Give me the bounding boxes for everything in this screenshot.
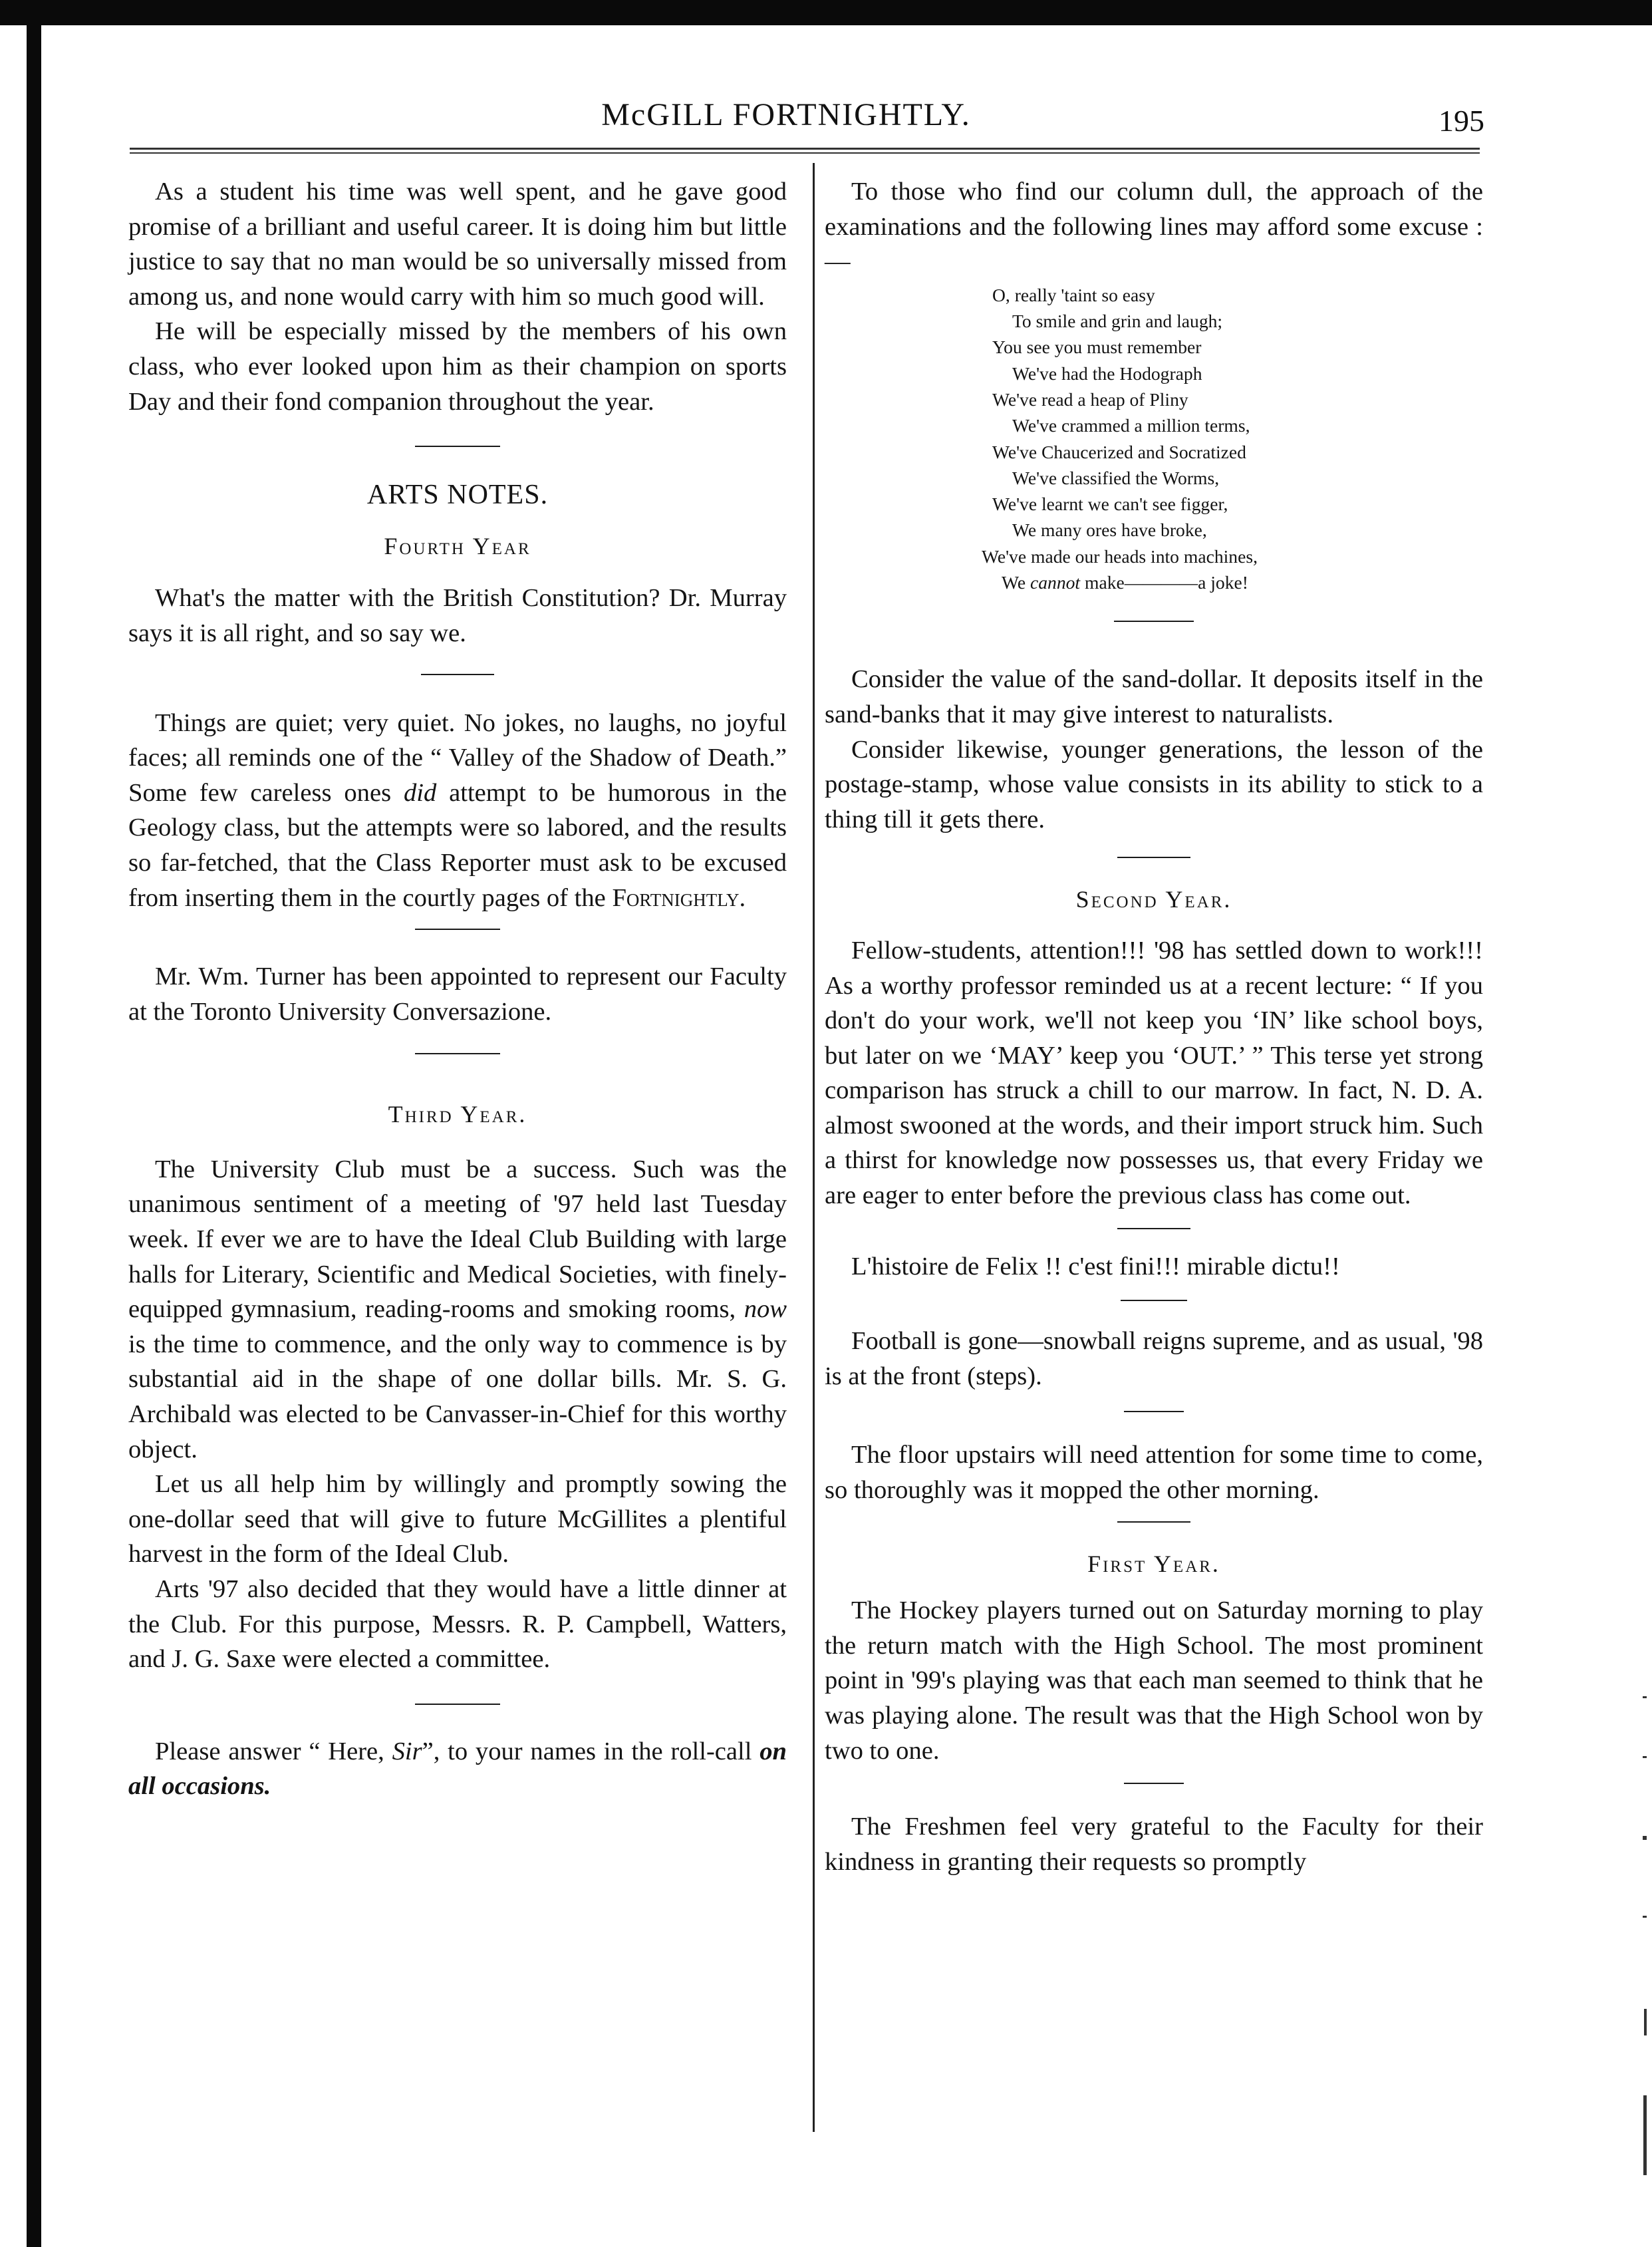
section-separator (1117, 1521, 1190, 1523)
edge-mark (1643, 2095, 1647, 2175)
verse-line: We've had the Hodograph (1012, 363, 1202, 384)
page-top-edge-bar (0, 0, 1652, 25)
paragraph-column-dull: To those who find our column dull, the approach of the examinations and the following lines may afford some excuse :— (825, 178, 1483, 276)
edge-mark (1644, 2009, 1647, 2035)
verse-line: To smile and grin and laugh; (1012, 311, 1223, 332)
edge-mark (1643, 1916, 1647, 1918)
text-fortnightly: Fortnightly. (612, 883, 746, 912)
text-run: The University Club must be a success. Such was the unanimous sentiment of a meeting of '97 held last Tuesday week. If ever we are to have the Ideal Club Building with large halls for Literary, Scientific and Medical Societies, with finely-equipped gymnasium, reading-rooms and smoking rooms, (128, 1155, 787, 1324)
section-separator (421, 674, 494, 675)
verse-line: We've classified the Worms, (1012, 467, 1220, 488)
verse-line: We many ores have broke, (1012, 520, 1207, 541)
right-column (825, 174, 1483, 1879)
text-italic-cannot: cannot (1030, 572, 1081, 593)
text-run: is the time to commence, and the only way to commence is by substantial aid in the shape of one dollar bills. Mr. S. G. Archibald was elected to be Canvasser-in-Chief for this worthy object. (128, 1330, 787, 1463)
page-right-edge-marks (1640, 1696, 1652, 2242)
paragraph-things-are-quiet (128, 706, 787, 916)
paragraph-please-answer (128, 1734, 787, 1804)
paragraph-postage-stamp: Consider likewise, younger generations, the lesson of the postage-stamp, whose value consists in its ability to stick to a thing till it gets there. (825, 735, 1483, 833)
section-separator (1124, 1411, 1184, 1412)
column-divider (813, 163, 815, 2132)
text-run: Please answer “ Here, (155, 1737, 392, 1765)
verse-line: We've learnt we can't see figger, (992, 494, 1228, 515)
paragraph-university-club (128, 1152, 787, 1467)
paragraph-help-him: Let us all help him by willingly and promptly sowing the one-dollar seed that will give to future McGillites a plentiful harvest in the form of the Ideal Club. (128, 1470, 787, 1569)
section-separator (1117, 857, 1190, 858)
page-header (41, 96, 1531, 143)
section-separator (1124, 1783, 1184, 1784)
section-separator (415, 1053, 500, 1054)
heading-arts-notes: ARTS NOTES. (366, 480, 549, 511)
paragraph-arts-97-dinner: Arts '97 also decided that they would have a little dinner at the Club. For this purpose, Messrs. R. P. Campbell, Watters, and J. G. Saxe were elected a committee. (128, 1575, 787, 1674)
heading-third-year: Third Year. (388, 1101, 527, 1128)
header-rule (130, 148, 1480, 154)
edge-mark (1643, 1756, 1647, 1758)
paragraph-missed-by-class: He will be especially missed by the members of his own class, who ever looked upon him as their champion on sports Day and their fond companion throughout the year. (128, 317, 787, 416)
paragraph-sand-dollar: Consider the value of the sand-dollar. It deposits itself in the sand-banks that it may give interest to naturalists. (825, 665, 1483, 728)
paragraph-british-constitution: What's the matter with the British Constitution? Dr. Murray says it is all right, and so say we. (128, 584, 787, 647)
verse-line: You see you must remember (992, 337, 1202, 358)
text-italic-on-all-occasions: on all occasions. (128, 1737, 787, 1801)
poem-verse (825, 282, 1483, 596)
verse-line: O, really 'taint so easy (992, 284, 1155, 305)
left-column (128, 174, 787, 1804)
paragraph-fellow-students: Fellow-students, attention!!! '98 has settled down to work!!! As a worthy professor reminded us at a recent lecture: “ If you don't do your work, we'll not keep you ‘IN’ like school boys, but later on we ‘MAY’ keep you ‘OUT.’ ” This terse yet strong comparison has struck a chill to our marrow. In fact, N. D. A. almost swooned at the words, and their import struck him. Such a thirst for knowledge now possesses us, that every Friday we are eager to enter before the previous class has come out. (825, 936, 1483, 1210)
text-italic-did: did (403, 778, 437, 807)
paragraph-student-career: As a student his time was well spent, and he gave good promise of a brilliant and useful career. It is doing him but little justice to say that no man would be so universally missed from among us, and none would carry with him so much good will. (128, 178, 787, 311)
verse-line-last (825, 569, 1483, 595)
heading-second-year: Second Year. (1075, 886, 1232, 913)
paragraph-freshmen-grateful: The Freshmen feel very grateful to the Faculty for their kindness in granting their requests so promptly (825, 1813, 1483, 1876)
section-separator (415, 446, 500, 447)
text-italic-sir: Sir (392, 1737, 422, 1765)
section-separator (1114, 621, 1194, 622)
text-run: attempt to be humorous in the Geology class, but the attempts were so labored, and the results so far-fetched, that the Class Reporter must ask to be excused from inserting them in the courtly pages of the (128, 778, 787, 912)
edge-mark (1643, 1696, 1647, 1698)
section-separator (1121, 1300, 1187, 1301)
paragraph-football-gone: Football is gone—snowball reigns supreme, and as usual, '98 is at the front (steps). (825, 1327, 1483, 1390)
text-run: We (1002, 572, 1030, 593)
section-separator (1117, 1228, 1190, 1229)
paragraph-wm-turner: Mr. Wm. Turner has been appointed to represent our Faculty at the Toronto University Conversazione. (128, 963, 787, 1026)
running-title: McGILL FORTNIGHTLY. (601, 97, 971, 132)
heading-first-year: First Year. (1087, 1550, 1220, 1577)
verse-line: We've crammed a million terms, (1012, 415, 1250, 436)
text-run: ”, to your names in the roll-call (422, 1737, 760, 1765)
verse-line: We've made our heads into machines, (982, 545, 1258, 567)
heading-fourth-year: Fourth Year (384, 532, 531, 559)
paragraph-hockey-players: The Hockey players turned out on Saturday morning to play the return match with the High School. The most prominent point in '99's playing was that each man seemed to think that he was playing alone. The result was that the High School won by two to one. (825, 1596, 1483, 1765)
verse-line: We've Chaucerized and Socratized (992, 441, 1246, 462)
verse-line: We've read a heap of Pliny (992, 388, 1188, 410)
page-number: 195 (1439, 104, 1484, 138)
edge-mark (1643, 1836, 1647, 1840)
section-separator (415, 929, 500, 930)
text-run: make————a joke! (1080, 572, 1248, 593)
text-italic-now: now (744, 1295, 787, 1324)
paragraph-floor-upstairs: The floor upstairs will need attention for some time to come, so thoroughly was it mopped the other morning. (825, 1441, 1483, 1505)
page-left-edge-bar (27, 25, 41, 2247)
section-separator (415, 1704, 500, 1705)
text-run: Things are quiet; very quiet. No jokes, no laughs, no joyful faces; all reminds one of the “ Valley of the Shadow of Death.” Some few careless ones (128, 708, 787, 807)
paragraph-histoire-de-felix: L'histoire de Felix !! c'est fini!!! mirable dictu!! (851, 1252, 1340, 1280)
